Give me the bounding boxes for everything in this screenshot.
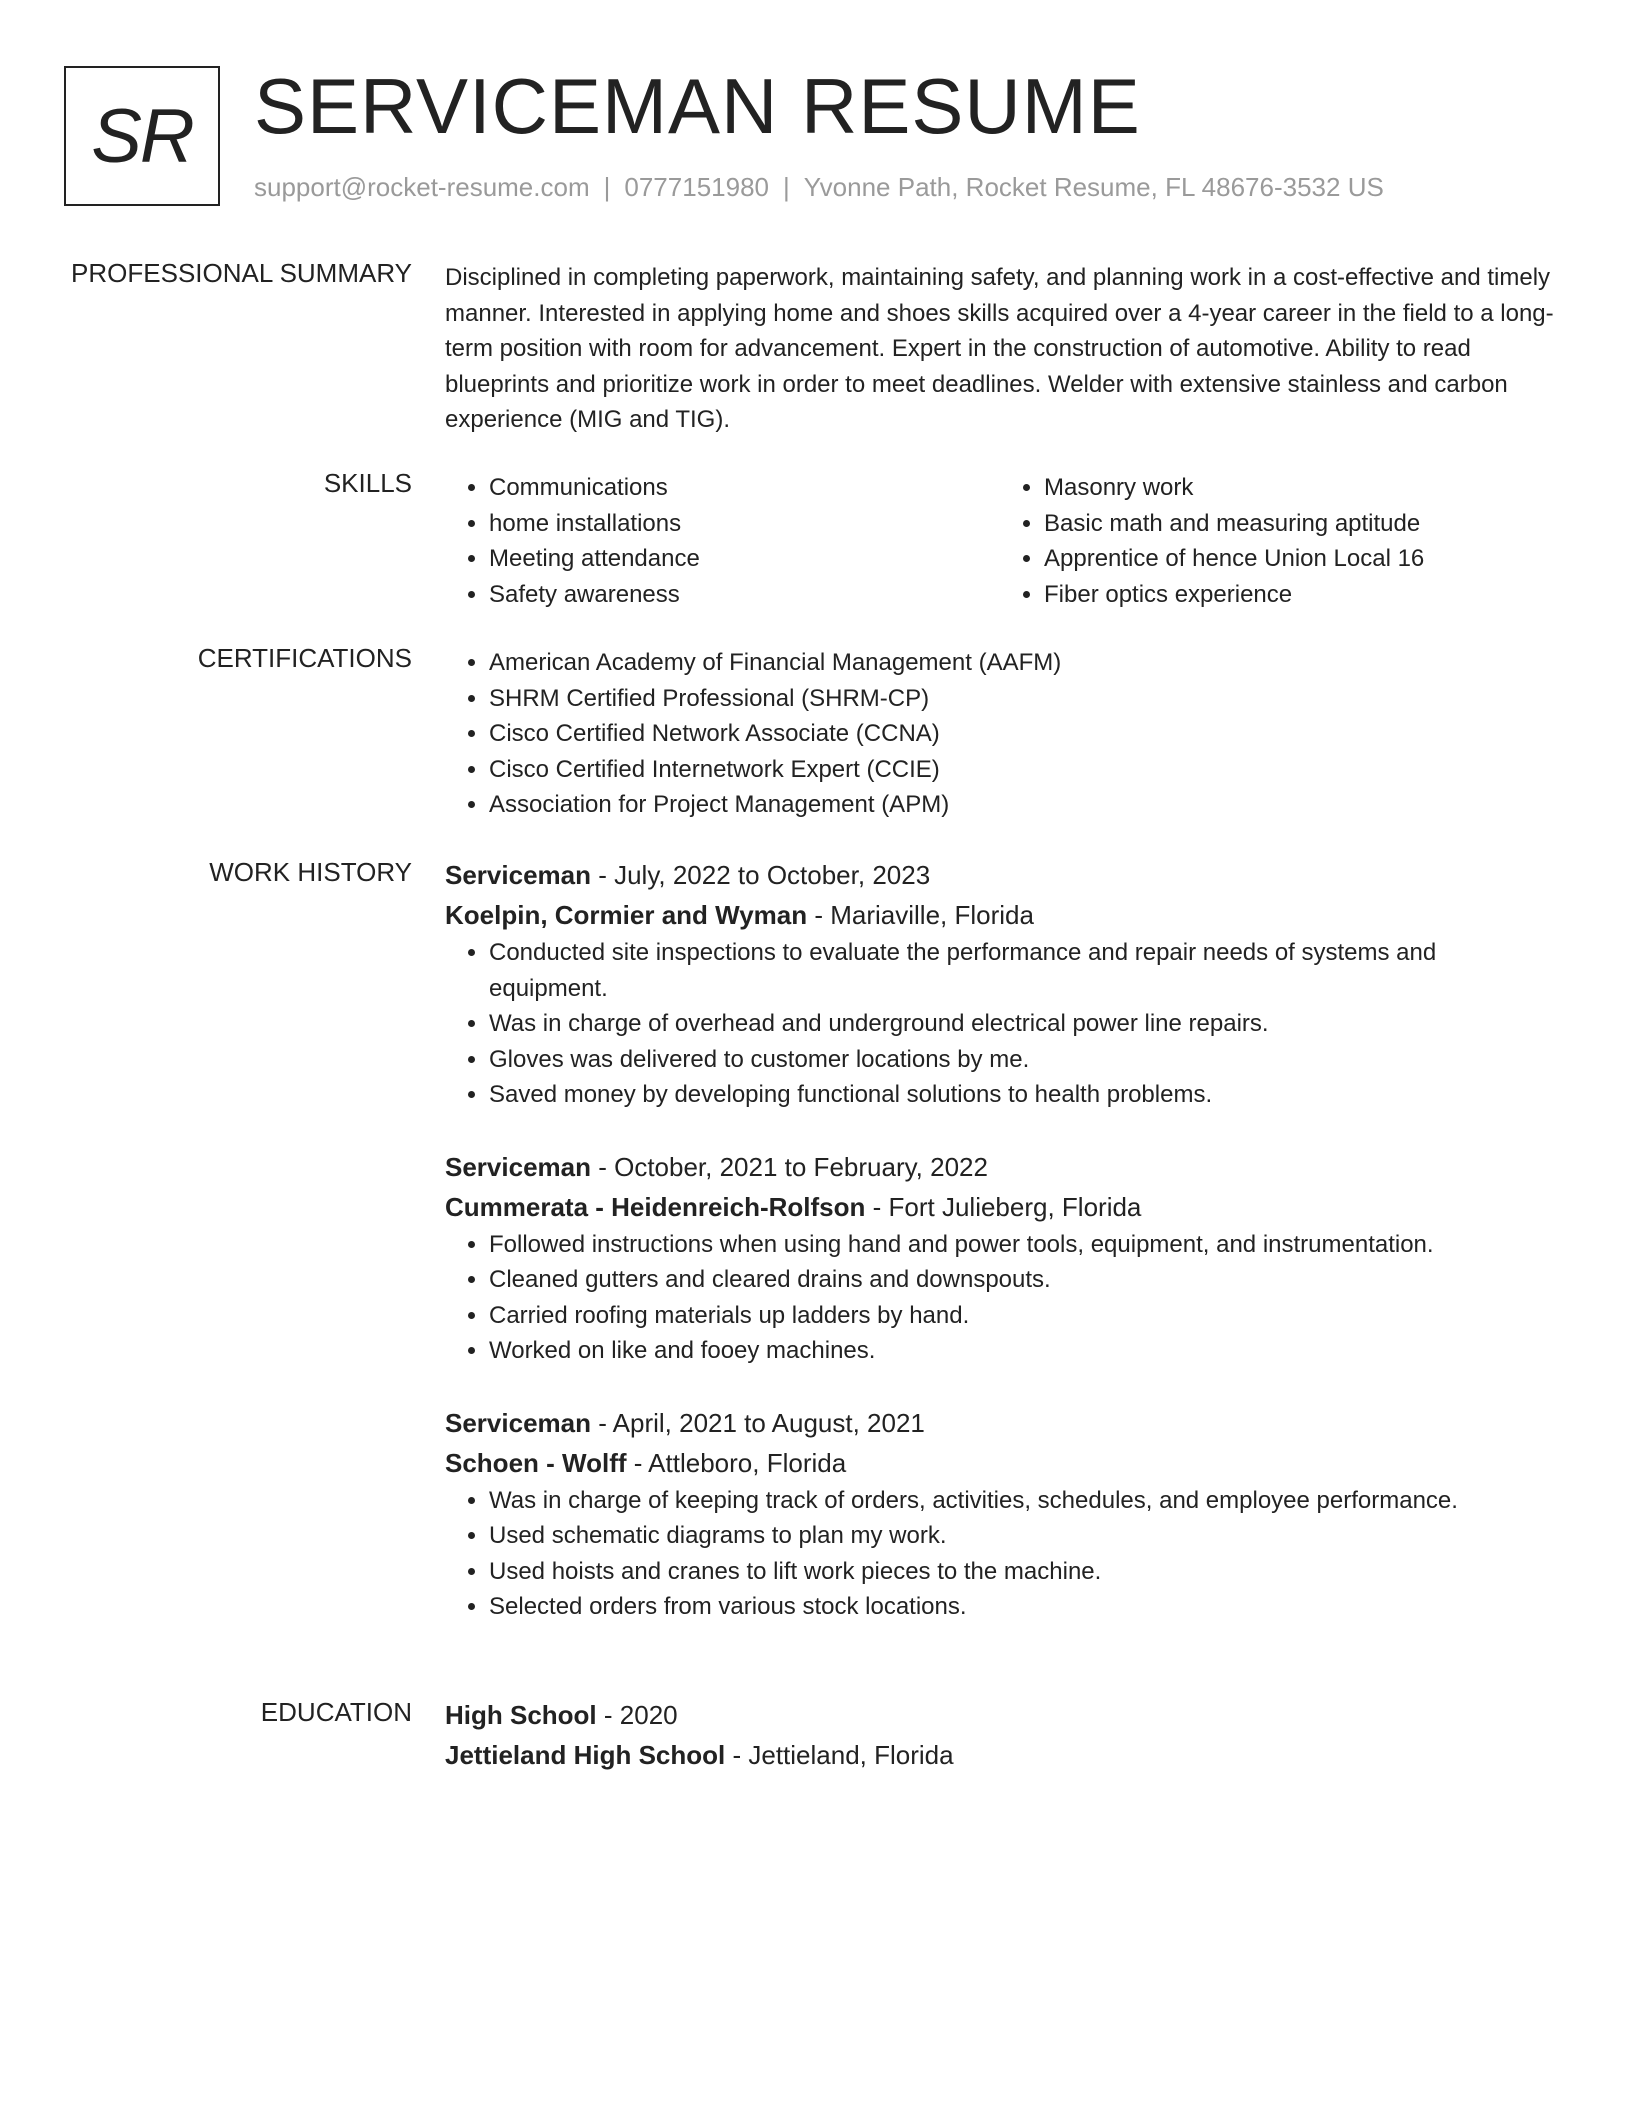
- list-item: • Selected orders from various stock locations.: [489, 1589, 1555, 1625]
- monogram-logo: SR: [64, 66, 220, 206]
- contact-separator: |: [603, 172, 611, 202]
- summary-body: [445, 260, 1555, 438]
- job-entry: [445, 1147, 1555, 1369]
- education-degree: High School: [445, 1700, 597, 1730]
- job-location: - Attleboro, Florida: [626, 1447, 847, 1478]
- list-item: • Saved money by developing functional solutions to health problems.: [489, 1077, 1555, 1113]
- education-year: - 2020: [596, 1700, 678, 1730]
- job-title-line: [445, 855, 1555, 895]
- education-location: - Jettieland, Florida: [725, 1740, 954, 1770]
- list-item: • Gloves was delivered to customer locations by me.: [489, 1042, 1555, 1078]
- work-history-body: [445, 855, 1555, 1659]
- job-entry: [445, 1403, 1555, 1625]
- contact-line: [254, 172, 1384, 203]
- education-degree-line: [445, 1695, 1555, 1735]
- job-title: Serviceman: [445, 860, 591, 890]
- list-item: • Used hoists and cranes to lift work pieces to the machine.: [489, 1554, 1555, 1590]
- list-item: • SHRM Certified Professional (SHRM-CP): [489, 681, 1555, 717]
- job-entry: [445, 855, 1555, 1113]
- list-item: • Association for Project Management (APM): [489, 787, 1555, 823]
- job-title-line: [445, 1147, 1555, 1187]
- job-duties-list: [445, 935, 1555, 1113]
- job-company-line: [445, 1443, 1555, 1483]
- list-item: • home installations: [489, 506, 1000, 542]
- job-location: - Mariaville, Florida: [807, 900, 1034, 930]
- education-body: [445, 1695, 1555, 1775]
- list-item: • Communications: [489, 470, 1000, 506]
- list-item: • Meeting attendance: [489, 541, 1000, 577]
- job-company-line: [445, 1187, 1555, 1227]
- skills-list-left: [445, 470, 1000, 612]
- summary-text: Disciplined in completing paperwork, maintaining safety, and planning work in a cost-effective and timely manner. Interested in applying home and shoes skills acquired over a 4-year career in the field to a long-term position with room for advancement. Expert in the construction of automotive. Ability to read blueprints and prioritize work in order to meet deadlines. Welder with extensive stainless and carbon experience (MIG and TIG).: [445, 264, 1554, 433]
- list-item: • Was in charge of keeping track of orders, activities, schedules, and employee performance.: [489, 1483, 1555, 1519]
- list-item: • Followed instructions when using hand and power tools, equipment, and instrumentation.: [489, 1227, 1555, 1263]
- list-item: • Cisco Certified Network Associate (CCNA): [489, 716, 1555, 752]
- contact-address: Yvonne Path, Rocket Resume, FL 48676-3532 US: [803, 172, 1384, 202]
- contact-email: support@rocket-resume.com: [254, 172, 590, 202]
- list-item: • Masonry work: [1044, 470, 1555, 506]
- job-company: Cummerata - Heidenreich-Rolfson: [445, 1191, 866, 1222]
- contact-phone: 0777151980: [624, 172, 769, 202]
- list-item: • Safety awareness: [489, 577, 1000, 613]
- job-duties-list: [445, 1483, 1555, 1625]
- job-company: Schoen - Wolff: [445, 1447, 627, 1478]
- job-dates: - July, 2022 to October, 2023: [590, 860, 931, 890]
- contact-separator: |: [783, 172, 790, 202]
- job-company-line: [445, 895, 1555, 935]
- resume-header: [64, 62, 1564, 210]
- job-duties-list: [445, 1227, 1555, 1369]
- section-label-summary: PROFESSIONAL SUMMARY: [71, 258, 412, 288]
- list-item: • Apprentice of hence Union Local 16: [1044, 541, 1555, 577]
- education-school-line: [445, 1735, 1555, 1775]
- list-item: • Basic math and measuring aptitude: [1044, 506, 1555, 542]
- list-item: • Cisco Certified Internetwork Expert (CCIE): [489, 752, 1555, 788]
- list-item: • Conducted site inspections to evaluate the performance and repair needs of systems and equipment.: [489, 935, 1555, 1006]
- section-label-skills: SKILLS: [323, 468, 412, 498]
- skills-list-right: [1000, 470, 1555, 612]
- education-school: Jettieland High School: [445, 1740, 726, 1770]
- job-company: Koelpin, Cormier and Wyman: [445, 900, 808, 930]
- section-label-work-history: WORK HISTORY: [209, 857, 412, 887]
- resume-title: SERVICEMAN RESUME: [254, 62, 1141, 150]
- skills-grid: [445, 470, 1555, 612]
- section-label-education: EDUCATION: [260, 1697, 412, 1727]
- list-item: • Used schematic diagrams to plan my work.: [489, 1518, 1555, 1554]
- certifications-list: [445, 645, 1555, 823]
- job-title-line: [445, 1403, 1555, 1443]
- job-dates: - October, 2021 to February, 2022: [590, 1151, 988, 1182]
- list-item: • American Academy of Financial Management (AAFM): [489, 645, 1555, 681]
- job-location: - Fort Julieberg, Florida: [865, 1191, 1142, 1222]
- skills-body: [445, 470, 1555, 612]
- list-item: • Cleaned gutters and cleared drains and downspouts.: [489, 1262, 1555, 1298]
- certifications-body: [445, 645, 1555, 823]
- list-item: • Was in charge of overhead and underground electrical power line repairs.: [489, 1006, 1555, 1042]
- list-item: • Worked on like and fooey machines.: [489, 1333, 1555, 1369]
- job-title: Serviceman: [445, 1407, 591, 1438]
- job-dates: - April, 2021 to August, 2021: [590, 1407, 925, 1438]
- list-item: • Fiber optics experience: [1044, 577, 1555, 613]
- section-label-certifications: CERTIFICATIONS: [197, 643, 412, 673]
- job-title: Serviceman: [445, 1151, 591, 1182]
- list-item: • Carried roofing materials up ladders by hand.: [489, 1298, 1555, 1334]
